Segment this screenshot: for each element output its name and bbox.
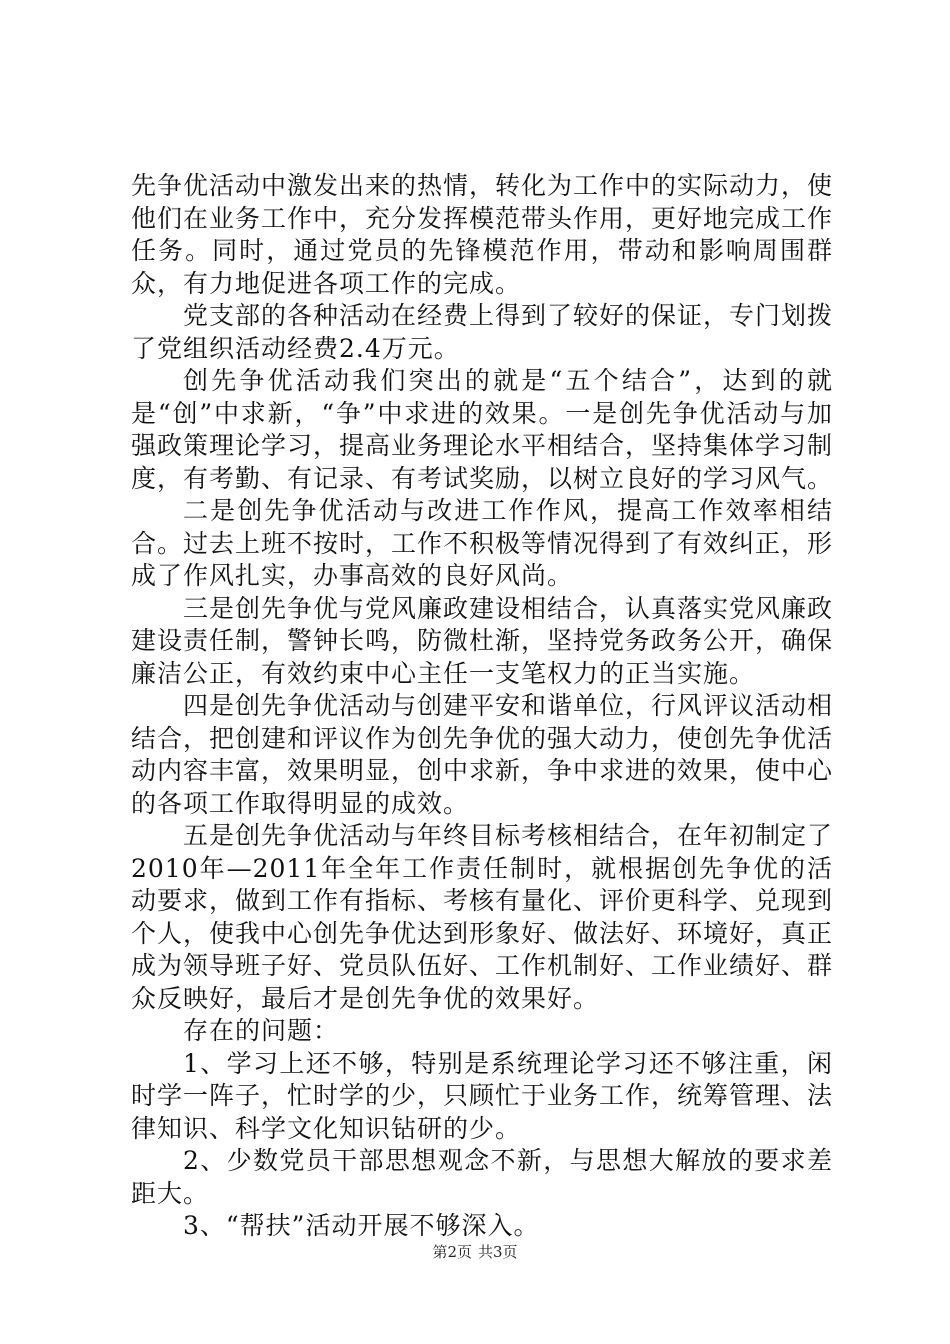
paragraph-11: 3、“帮扶”活动开展不够深入。 — [183, 1211, 540, 1240]
paragraph-2: 党支部的各种活动在经费上得到了较好的保证，专门划拨了党组织活动经费2.4万元。 — [131, 301, 834, 363]
paragraph-7: 五是创先争优活动与年终目标考核相结合，在年初制定了2010年—2011年全年工作责任制时，就根据创先争优的活动要求，做到工作有指标、考核有量化、评价更科学、兑现到个人，使我中心创先争优达到形象好、做法好、环境好，真正成为领导班子好、党员队伍好、工作机制好、工作业绩好、群众反映好，最后才是创先争优的效果好。 — [131, 821, 834, 1013]
paragraph-8: 存在的问题： — [183, 1016, 340, 1045]
paragraph-1: 先争优活动中激发出来的热情，转化为工作中的实际动力，使他们在业务工作中，充分发挥模范带头作用，更好地完成工作任务。同时，通过党员的先锋模范作用，带动和影响周围群众，有力地促进各项工作的完成。 — [131, 171, 834, 298]
paragraph-5: 三是创先争优与党风廉政建设相结合，认真落实党风廉政建设责任制，警钟长鸣，防微杜渐，坚持党务政务公开，确保廉洁公正，有效约束中心主任一支笔权力的正当实施。 — [131, 593, 834, 688]
page-number: 第2页 — [432, 1243, 472, 1261]
paragraph-4: 二是创先争优活动与改进工作作风，提高工作效率相结合。过去上班不按时，工作不积极等情况得到了有效纠正，形成了作风扎实，办事高效的良好风尚。 — [131, 496, 834, 590]
paragraph-6: 四是创先争优活动与创建平安和谐单位，行风评议活动相结合，把创建和评议作为创先争优的强大动力，使创先争优活动内容丰富，效果明显，创中求新，争中求进的效果，使中心的各项工作取得明显的成效。 — [131, 691, 834, 818]
paragraph-10: 2、少数党员干部思想观念不新，与思想大解放的要求差距大。 — [131, 1146, 833, 1208]
paragraph-3: 创先争优活动我们突出的就是“五个结合”，达到的就是“创”中求新，“争”中求进的效果。一是创先争优活动与加强政策理论学习，提高业务理论水平相结合，坚持集体学习制度，有考勤、有记录、有考试奖励，以树立良好的学习风气。 — [131, 366, 834, 493]
page-footer — [0, 1243, 950, 1261]
document-body — [131, 170, 833, 1243]
page-total: 共3页 — [478, 1243, 518, 1261]
paragraph-9: 1、学习上还不够，特别是系统理论学习还不够注重，闲时学一阵子，忙时学的少，只顾忙于业务工作，统筹管理、法律知识、科学文化知识钻研的少。 — [131, 1048, 834, 1143]
